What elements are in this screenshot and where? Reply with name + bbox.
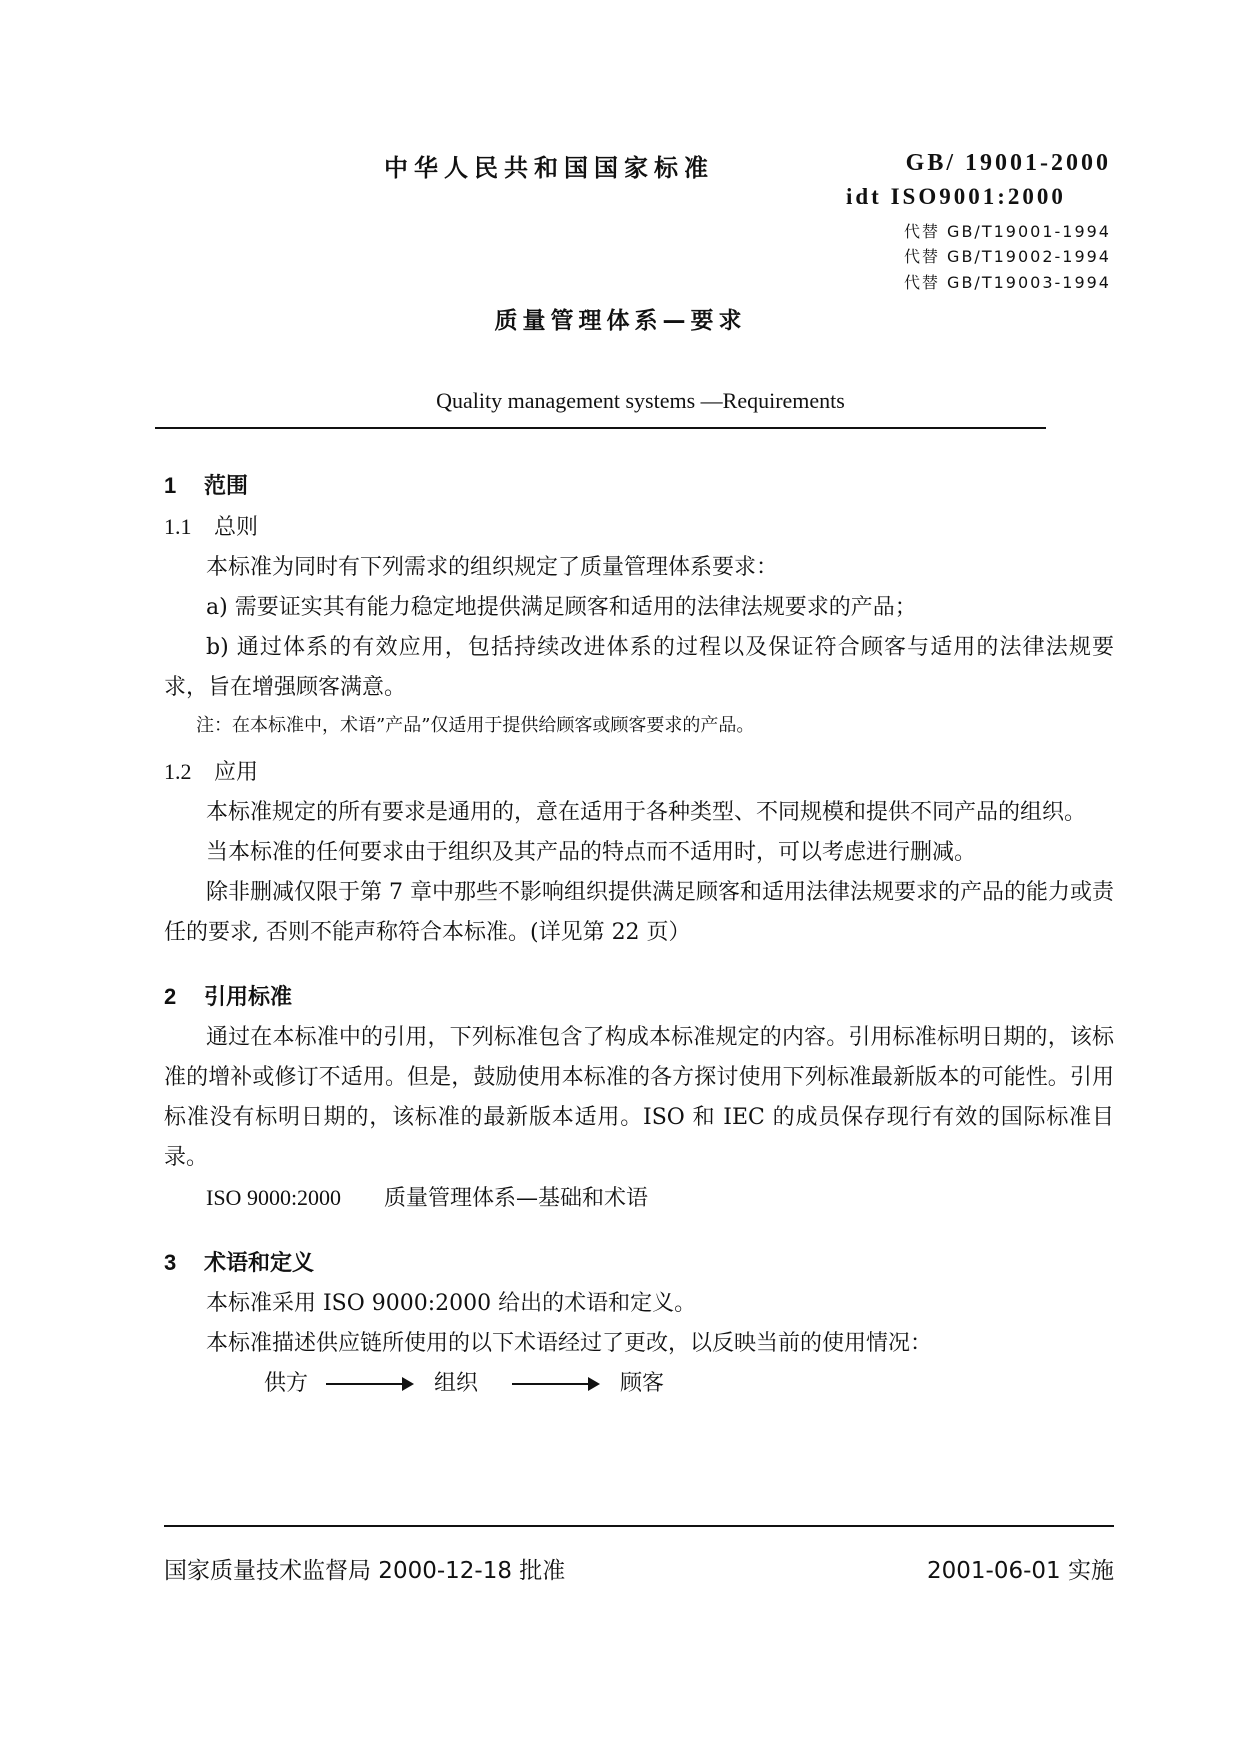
supply-chain-diagram [164,1364,1114,1404]
replaces-line-3: 代替 GB/T19003-1994 [903,273,1111,292]
chain-term-organization: 组织 [434,1371,479,1396]
paragraph: 本标准采用 ISO 9000:2000 给出的术语和定义。 [206,1291,697,1316]
document-body [164,466,1114,1404]
arrow-right-icon [512,1383,598,1385]
paragraph: 除非删减仅限于第 7 章中那些不影响组织提供满足顾客和适用法律法规要求的产品的能力或责任的要求, 否则不能声称符合本标准。(详见第 22 页） [164,880,1114,945]
footer-divider [164,1525,1114,1527]
section-1-2-heading: 1.2 应用 [164,759,259,785]
chain-term-supplier: 供方 [264,1371,309,1396]
note: 注：在本标准中，术语”产品”仅适用于提供给顾客或顾客要求的产品。 [196,715,755,736]
paragraph: 通过在本标准中的引用，下列标准包含了构成本标准规定的内容。引用标准标明日期的，该标准的增补或修订不适用。但是，鼓励使用本标准的各方探讨使用下列标准最新版本的可能性。引用标准没有标明日期的，该标准的最新版本适用。ISO 和 IEC 的成员保存现行有效的国际标准目录。 [164,1025,1114,1170]
list-item-b: b) 通过体系的有效应用，包括持续改进体系的过程以及保证符合顾客与适用的法律法规要求，旨在增强顾客满意。 [164,635,1114,700]
replaces-line-1: 代替 GB/T19001-1994 [903,222,1111,241]
list-item-a: a) 需要证实其有能力稳定地提供满足顾客和适用的法律法规要求的产品； [206,595,917,620]
section-2-heading: 2 引用标准 [164,984,293,1010]
top-divider [155,427,1046,429]
section-1-heading: 1 范围 [164,473,249,499]
standard-title: 中华人民共和国国家标准 [384,154,714,182]
paragraph: 本标准描述供应链所使用的以下术语经过了更改，以反映当前的使用情况： [206,1331,933,1356]
normative-reference: ISO 9000:2000 质量管理体系—基础和术语 [206,1185,649,1211]
idt-reference: idt ISO9001:2000 [846,184,1066,209]
arrow-right-icon [326,1383,412,1385]
document-title-en: Quality management systems —Requirements [436,388,845,413]
paragraph: 当本标准的任何要求由于组织及其产品的特点而不适用时，可以考虑进行删减。 [206,840,977,865]
replaces-line-2: 代替 GB/T19002-1994 [903,247,1111,266]
document-title-cn: 质量管理体系—要求 [494,308,747,334]
approval-line: 国家质量技术监督局 2000-12-18 批准 [164,1558,566,1584]
paragraph: 本标准为同时有下列需求的组织规定了质量管理体系要求： [206,555,779,580]
implementation-date: 2001-06-01 实施 [927,1558,1114,1584]
section-3-heading: 3 术语和定义 [164,1250,315,1276]
paragraph: 本标准规定的所有要求是通用的，意在适用于各种类型、不同规模和提供不同产品的组织。 [206,800,1087,825]
standard-number: GB/ 19001-2000 [905,150,1111,176]
chain-term-customer: 顾客 [620,1371,665,1396]
section-1-1-heading: 1.1 总则 [164,514,259,540]
